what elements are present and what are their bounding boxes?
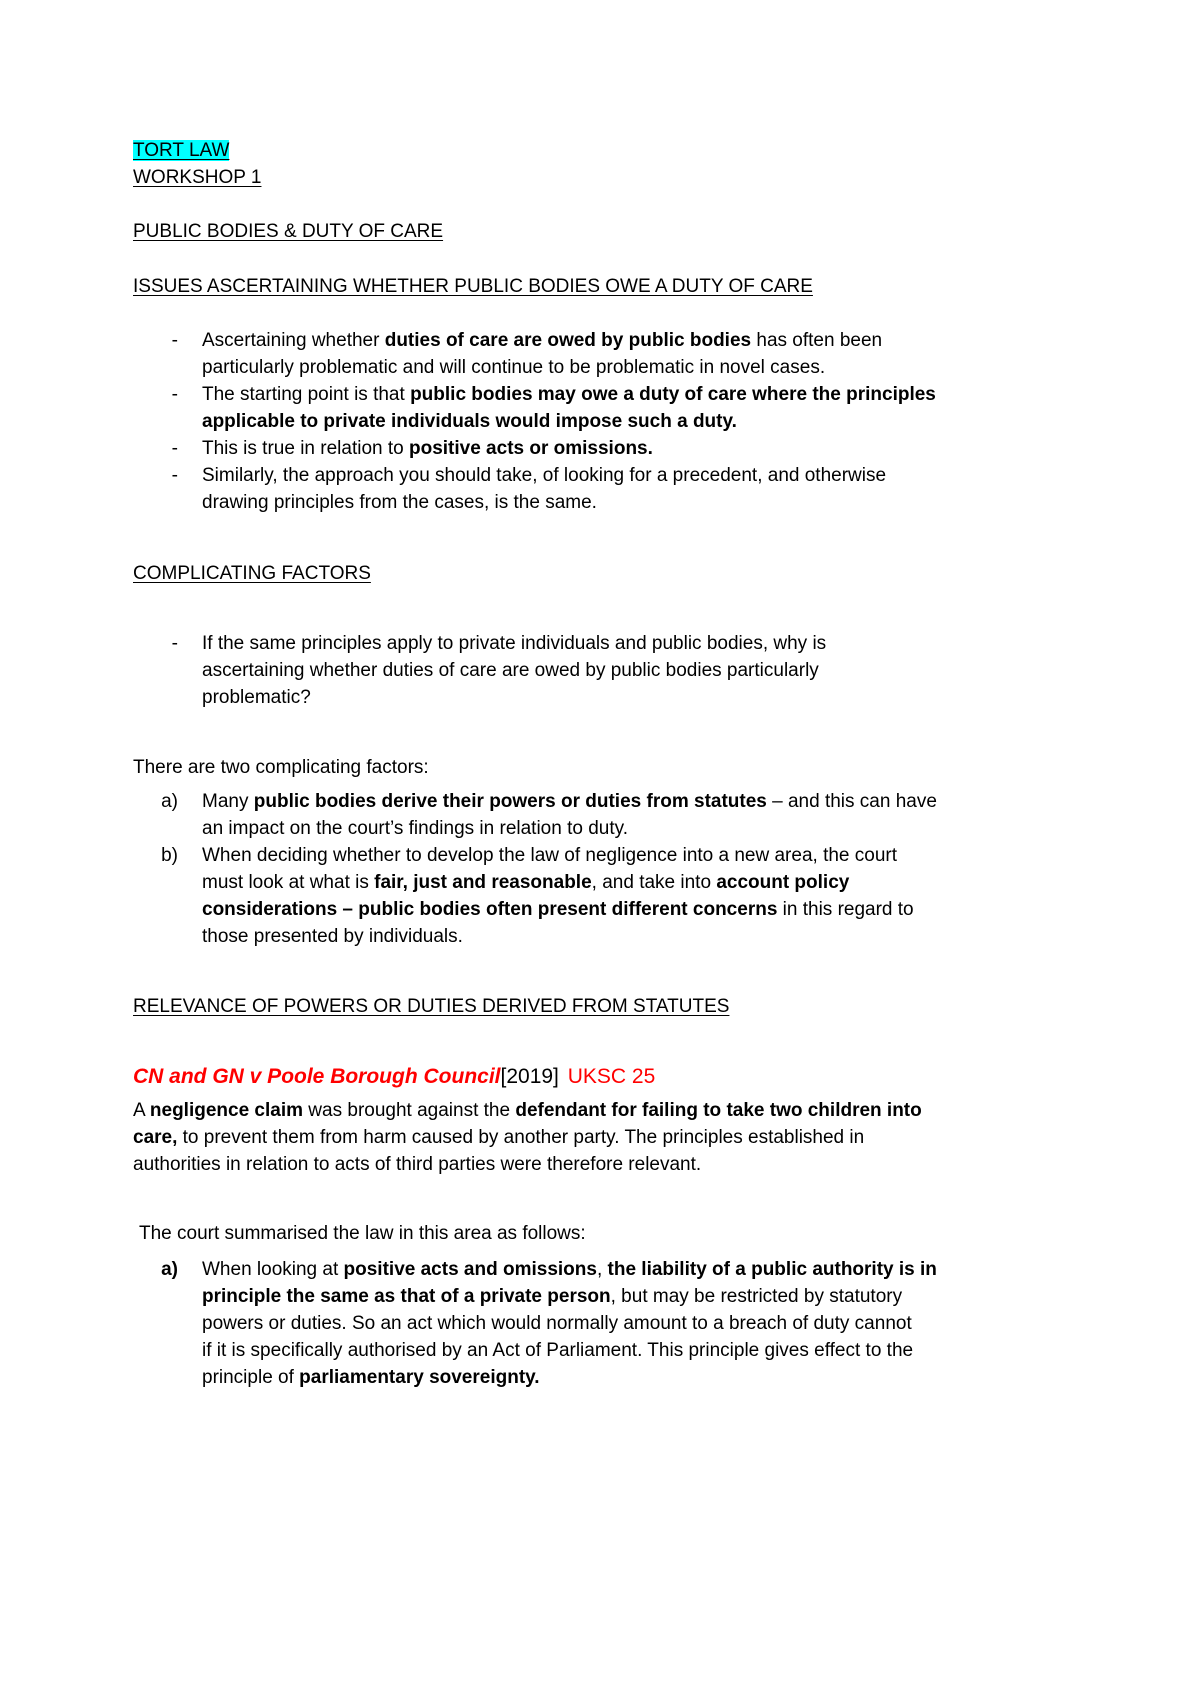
- title-text: TORT LAW: [133, 140, 230, 161]
- bold-text: applicable to private individuals would impose such a duty.: [202, 411, 737, 432]
- text-segment: ,: [596, 1259, 608, 1280]
- text-line: [202, 869, 937, 896]
- list-item: [133, 381, 936, 435]
- text-line: [133, 1124, 922, 1151]
- complicating-intro-text: There are two complicating factors:: [133, 757, 429, 778]
- text-line: [202, 327, 936, 354]
- text-segment: When deciding whether to develop the law of negligence into a new area, the court: [202, 845, 898, 866]
- text-line: [202, 1364, 937, 1391]
- list-item: [133, 435, 936, 462]
- document-title: [133, 137, 229, 164]
- bold-text: public bodies may owe a duty of care where the principles: [410, 384, 936, 405]
- text-segment: Similarly, the approach you should take, of looking for a precedent, and otherwise: [202, 465, 887, 486]
- bold-text: defendant for failing to take two children into: [515, 1100, 922, 1121]
- text-segment: has often been: [751, 330, 883, 351]
- list-item: [133, 630, 826, 711]
- text-line: [202, 630, 826, 657]
- case-summary: [133, 1097, 922, 1178]
- text-line: [202, 1310, 937, 1337]
- text-segment: an impact on the court’s findings in relation to duty.: [202, 818, 628, 839]
- complicating-factors-list: [133, 788, 937, 950]
- bold-text: positive acts and omissions: [343, 1259, 597, 1280]
- list-item: [133, 327, 936, 381]
- bold-text: parliamentary sovereignty.: [299, 1367, 540, 1388]
- text-segment: , and take into: [591, 872, 717, 893]
- text-line: [202, 1283, 937, 1310]
- list-marker: -: [171, 465, 178, 486]
- list-item: [133, 842, 937, 950]
- list-marker: -: [171, 633, 178, 654]
- text-segment: particularly problematic and will continue to be problematic in novel cases.: [202, 357, 826, 378]
- text-line: [202, 896, 937, 923]
- text-segment: Ascertaining whether: [202, 330, 385, 351]
- text-segment: , but may be restricted by statutory: [610, 1286, 903, 1307]
- text-line: [202, 462, 936, 489]
- text-line: [202, 788, 937, 815]
- text-line: [202, 923, 937, 950]
- relevance-heading-text: RELEVANCE OF POWERS OR DUTIES DERIVED FROM STATUTES: [133, 996, 730, 1017]
- list-marker: a): [161, 791, 178, 812]
- list-item: [133, 1256, 937, 1391]
- text-segment: [2019]: [500, 1065, 559, 1088]
- text-segment: – and this can have: [766, 791, 937, 812]
- bold-text: CN and GN v Poole Borough Council: [133, 1065, 501, 1088]
- text-segment: to prevent them from harm caused by another party. The principles established in: [177, 1127, 865, 1148]
- issues-bullet-list: [133, 327, 936, 516]
- bold-text: public bodies derive their powers or duties from statutes: [253, 791, 767, 812]
- text-segment: The starting point is that: [202, 384, 411, 405]
- text-line: [133, 1097, 922, 1124]
- text-segment: problematic?: [202, 687, 311, 708]
- court-points-list: [133, 1256, 937, 1391]
- text-line: [202, 354, 936, 381]
- bold-text: account policy: [716, 872, 850, 893]
- text-line: [202, 381, 936, 408]
- issues-heading: [133, 273, 813, 300]
- text-segment: must look at what is: [202, 872, 375, 893]
- bold-text: duties of care are owed by public bodies: [384, 330, 752, 351]
- list-marker: -: [171, 438, 178, 459]
- text-segment: A: [133, 1100, 150, 1121]
- text-line: [202, 842, 937, 869]
- list-marker: a): [161, 1259, 178, 1280]
- bold-text: negligence claim: [149, 1100, 304, 1121]
- complicating-heading: [133, 560, 371, 587]
- text-segment: ascertaining whether duties of care are owed by public bodies particularly: [202, 660, 819, 681]
- text-segment: authorities in relation to acts of third parties were therefore relevant.: [133, 1154, 702, 1175]
- complicating-heading-text: COMPLICATING FACTORS: [133, 563, 371, 584]
- text-segment: those presented by individuals.: [202, 926, 463, 947]
- text-segment: in this regard to: [777, 899, 914, 920]
- text-segment: When looking at: [202, 1259, 344, 1280]
- text-line: [202, 408, 936, 435]
- complicating-intro: [133, 754, 429, 781]
- text-line: [202, 435, 936, 462]
- bold-text: considerations – public bodies often present different concerns: [202, 899, 778, 920]
- text-segment: if it is specifically authorised by an Act of Parliament. This principle gives effect to the: [202, 1340, 914, 1361]
- text-line: [202, 1337, 937, 1364]
- list-marker: -: [171, 330, 178, 351]
- text-segment: UKSC 25: [561, 1065, 656, 1088]
- court-intro-text: The court summarised the law in this area as follows:: [139, 1223, 586, 1244]
- text-line: [133, 1151, 922, 1178]
- bold-text: principle the same as that of a private person: [202, 1286, 611, 1307]
- bold-text: fair, just and reasonable: [374, 872, 592, 893]
- list-marker: b): [161, 845, 178, 866]
- text-line: [202, 657, 826, 684]
- text-line: [202, 815, 937, 842]
- text-line: [202, 684, 826, 711]
- court-intro: [139, 1220, 586, 1247]
- bold-text: the liability of a public authority is in: [607, 1259, 937, 1280]
- bold-text: care,: [133, 1127, 178, 1148]
- text-line: [202, 489, 936, 516]
- list-item: [133, 462, 936, 516]
- text-line: [202, 1256, 937, 1283]
- complicating-bullet-list: [133, 630, 826, 711]
- workshop-label: [133, 164, 261, 191]
- text-segment: powers or duties. So an act which would normally amount to a breach of duty cannot: [202, 1313, 912, 1334]
- text-segment: Many: [202, 791, 254, 812]
- workshop-text: WORKSHOP 1: [133, 167, 262, 188]
- issues-heading-text: ISSUES ASCERTAINING WHETHER PUBLIC BODIES OWE A DUTY OF CARE: [133, 276, 813, 297]
- relevance-heading: [133, 993, 729, 1020]
- text-segment: This is true in relation to: [202, 438, 409, 459]
- main-heading-text: PUBLIC BODIES & DUTY OF CARE: [133, 221, 444, 242]
- list-item: [133, 788, 937, 842]
- case-citation: [133, 1062, 655, 1092]
- main-heading: [133, 218, 443, 245]
- text-segment: principle of: [202, 1367, 300, 1388]
- text-segment: If the same principles apply to private individuals and public bodies, why is: [202, 633, 827, 654]
- text-segment: drawing principles from the cases, is the same.: [202, 492, 597, 513]
- list-marker: -: [171, 384, 178, 405]
- text-segment: was brought against the: [303, 1100, 516, 1121]
- bold-text: positive acts or omissions.: [408, 438, 653, 459]
